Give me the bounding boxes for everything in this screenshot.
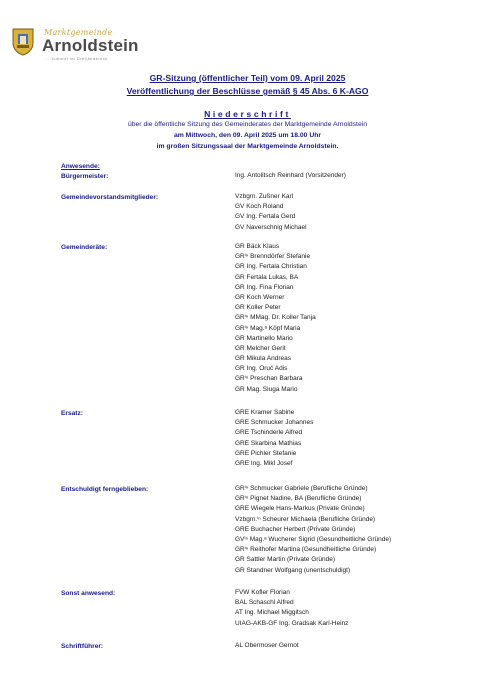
member-entry: GRE Tschinderle Alfred [235,429,303,437]
intro-line-3: im großen Sitzungssaal der Marktgemeinde Arnoldstein. [156,143,339,150]
member-entry: BAL Schaschl Alfred [235,599,294,607]
member-entry: UIAG-AKB-GF Ing. Gradsak Karl-Heinz [235,619,349,627]
member-entry: GRE Buchacher Herbert (Private Gründe) [235,525,356,533]
substitutes-list [235,408,313,469]
member-entry: Vzbgm. Zußner Karl [235,193,294,200]
secretary-list [235,641,299,651]
member-entry: Ing. Antolitsch Reinhard (Vorsitzender) [235,172,346,179]
member-entry: GRE Schmucker Johannes [235,419,314,427]
member-entry: GR Melcher Gerit [235,344,286,352]
member-entry: GVⁱⁿ Mag.ᵃ Wucherer Sigrid (Gesundheitliche Gründe) [235,535,392,543]
others-label: Sonst anwesend: [61,590,116,597]
member-entry: GR Ing. Fina Florian [235,283,294,291]
board-label: Gemeindevorstandsmitglieder: [61,194,159,201]
member-entry: GR Bäck Klaus [235,243,280,250]
municipality-logo [12,28,152,62]
member-entry: GR Ing. Oruč Adis [235,365,288,373]
member-entry: GR Standner Wolfgang (unentschuldigt) [235,566,351,574]
document-title: GR-Sitzung (öffentlicher Teil) vom 09. April 2025 [149,73,346,83]
logo-tagline: ... Zukunft im Dreiländereck [45,56,108,61]
excused-label: Entschuldigt ferngeblieben: [61,486,149,493]
others-list [235,588,348,629]
member-entry: GV Koch Roland [235,203,284,211]
member-entry: GR Koller Peter [235,304,281,312]
intro-line-1: über die öffentliche Sitzung des Gemeinderates der Marktgemeinde Arnoldstein [127,121,368,128]
member-entry: GRⁱⁿ Brenndörfer Stefanie [235,253,311,261]
member-entry: GR Fertala Lukas, BA [235,273,299,281]
logo-name: Arnoldstein [42,36,139,55]
member-entry: GRⁱⁿ Preschan Barbara [235,375,303,383]
member-entry: GRⁱⁿ Schmucker Gabriele (Berufliche Gründe) [235,485,368,492]
coat-of-arms-icon [12,28,34,56]
member-entry: GRE Pichler Stefanie [235,449,297,457]
member-entry: GRⁱⁿ MMag. Dr. Koller Tanja [235,314,316,322]
member-entry: FVW Kofler Florian [235,589,290,596]
substitutes-label: Ersatz: [61,410,83,417]
member-entry: Vzbgm.ⁱⁿ Scheurer Michaela (Berufliche Gründe) [235,515,376,523]
member-entry: GV Naverschnig Michael [235,223,307,231]
member-entry: GRⁱⁿ Pignet Nadine, BA (Berufliche Gründe) [235,495,362,503]
document-subtitle: Veröffentlichung der Beschlüsse gemäß § 45 Abs. 6 K-AGO [126,86,369,96]
member-entry: GRE Wiegele Hans-Markus (Private Gründe) [235,505,365,513]
member-entry: GR Mikula Andreas [235,355,291,363]
member-entry: AT Ing. Michael Miggitsch [235,609,309,617]
member-entry: GR Sattler Martin (Private Gründe) [235,556,336,564]
member-entry: GRⁱⁿ Reithofer Martina (Gesundheitliche Gründe) [235,546,377,554]
member-entry: GRE Ing. Mikl Josef [235,459,293,467]
mayor-list [235,171,346,181]
councillors-label: Gemeinderäte: [61,244,108,251]
attendees-heading: Anwesende: [61,163,100,170]
board-list [235,192,307,233]
member-entry: GR Koch Werner [235,293,285,301]
secretary-label: Schriftführer: [61,643,104,650]
intro-line-2: am Mittwoch, den 09. April 2025 um 18.00 Uhr [173,132,322,139]
member-entry: GR Martinello Mario [235,334,293,342]
councillors-list [235,242,316,395]
member-entry: AL Obermoser Gernot [235,642,299,649]
mayor-label: Bürgermeister: [61,173,109,180]
member-entry: GR Ing. Fertala Christian [235,263,307,271]
member-entry: GRⁱⁿ Mag.ᵃ Köpf Maria [235,324,301,332]
member-entry: GRE Kramer Sabine [235,409,295,416]
excused-list [235,484,391,576]
logo-script-text: Marktgemeinde [44,28,113,37]
member-entry: GRE Skarbina Mathias [235,439,302,447]
niederschrift-heading: Niederschrift [204,109,291,119]
member-entry: GR Mag. Sluga Mario [235,385,298,393]
member-entry: GV Ing. Fertala Gerd [235,213,296,221]
